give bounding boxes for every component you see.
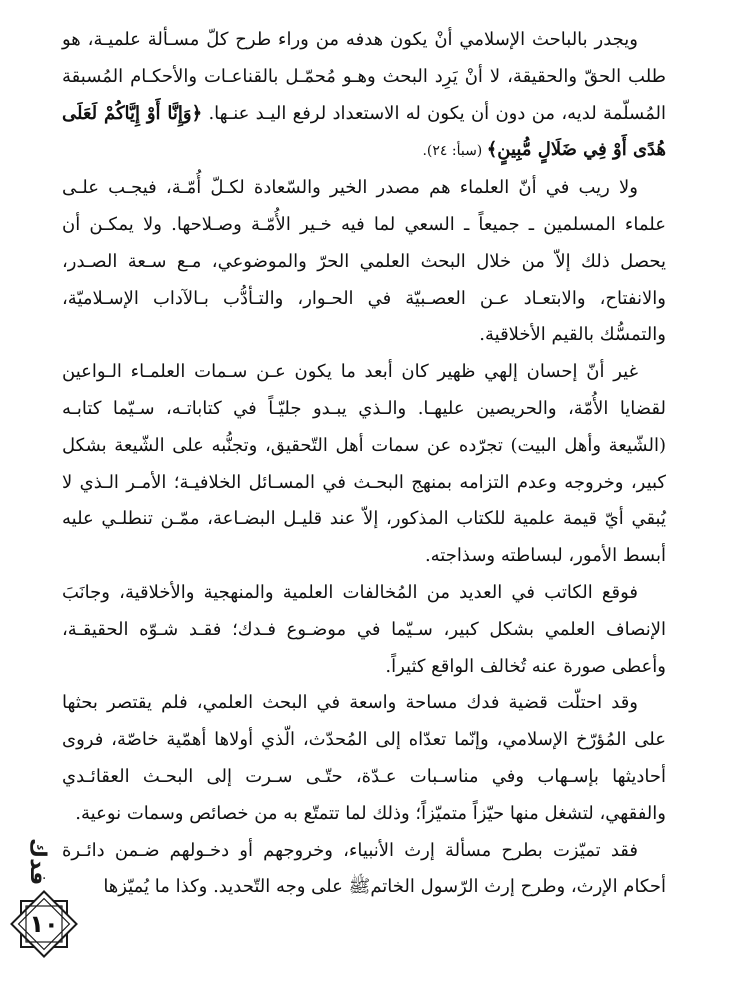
page-number-badge [8,888,80,960]
paragraph-1-text: ويجدر بالباحث الإسلامي أنْ يكون هدفه من وراء طرح كلّ مسـألة علميـة، هو طلب الحقّ والحقيقة، لا أنْ يَرِد البحث وهـو مُحمّـل بالقناعـات والأحكـام المُسبقة المُسلّمة لديه، من دون أن يكون له الاستعداد لرفع اليـد عنـها. [62,29,667,124]
paragraph-6: فقد تميّزت بطرح مسألة إرث الأنبياء، وخروجهم أو دخـولهم ضـمن دائـرة أحكام الإرث، وطرح إرث الرّسول الخاتمﷺ على وجه التّحديد. وكذا ما يُميّزها [62,839,666,898]
quran-verse: ﴿وَإِنَّا أَوْ إِيَّاكُمْ لَعَلَى هُدًى أَوْ فِي ضَلَالٍ مُّبِينٍ﴾ [62,102,666,161]
body-text [62,22,666,906]
paragraph-4: فوقع الكاتب في العديد من المُخالفات العلمية والمنهجية والأخلاقية، وجانَبَ الإنصاف العلمي بشكل كبير، سـيّما في موضـوع فـدك؛ فقـد شـوّه الحقيقـة، وأعطى صورة عنه تُخالف الواقع كثيراً. [62,581,666,677]
paragraph-5: وقد احتلّت قضية فدك مساحة واسعة في البحث العلمي، فلم يقتصر بحثها على المُؤرّخ الإسلامي، وإنّما تعدّاه إلى المُحدّث، الّذي أولاها أهمّية خاصّة، فروى أحاديثها بإسـهاب وفي مناسـبات عـدّة، حتّـى سـرت إلى البحـث العقائـدي والفقهي، لتشغل منها حيّزاً متميّزاً؛ وذلك لما تتمتّع به من خصائص وسمات نوعية. [62,692,666,824]
section-side-mark: فدك [25,838,50,886]
page-number: ١٠ [29,910,59,938]
verse-reference: (سبأ: ٢٤). [422,143,487,160]
paragraph-1 [62,22,666,170]
paragraph-2: ولا ريب في أنّ العلماء هم مصدر الخير والسّعادة لكـلّ أُمّـة، فيجـب علـى علماء المسلمين ـ جميعاً ـ السعي لما فيه خـير الأُمّـة وصـلاحها. ولا يمكـن أن يحصل ذلك إلاّ من خلال البحث العلمي الحرّ والموضوعي، مـع سـعة الصـدر، والانفتاح، والابتعـاد عـن العصـبيّة في الحـوار، والتـأدُّب بـالآداب الإسـلاميّة، والتمسُّك بالقيم الأخلاقية. [62,177,666,346]
paragraph-3: غير أنّ إحسان إلهي ظهير كان أبعد ما يكون عـن سـمات العلمـاء الـواعين لقضايا الأُمّة، والحريصين عليهـا. والـذي يبـدو جليّـاً في كتاباتـه، سـيّما كتابـه (الشّيعة وأهل البيت) تجرّده عن سمات أهل التّحقيق، وتجنُّبه على الشّيعة بشكل كبير، وخروجه وعدم التزامه بمنهج البحـث في المسـائل الخلافيـة؛ الأمـر الـذي لا يُبقي أيّ قيمة علمية للكتاب المذكور، إلاّ عند قليـل البضـاعة، ممّـن تنطلـي عليه أبسط الأمور، لبساطته وسذاجته. [62,361,666,567]
